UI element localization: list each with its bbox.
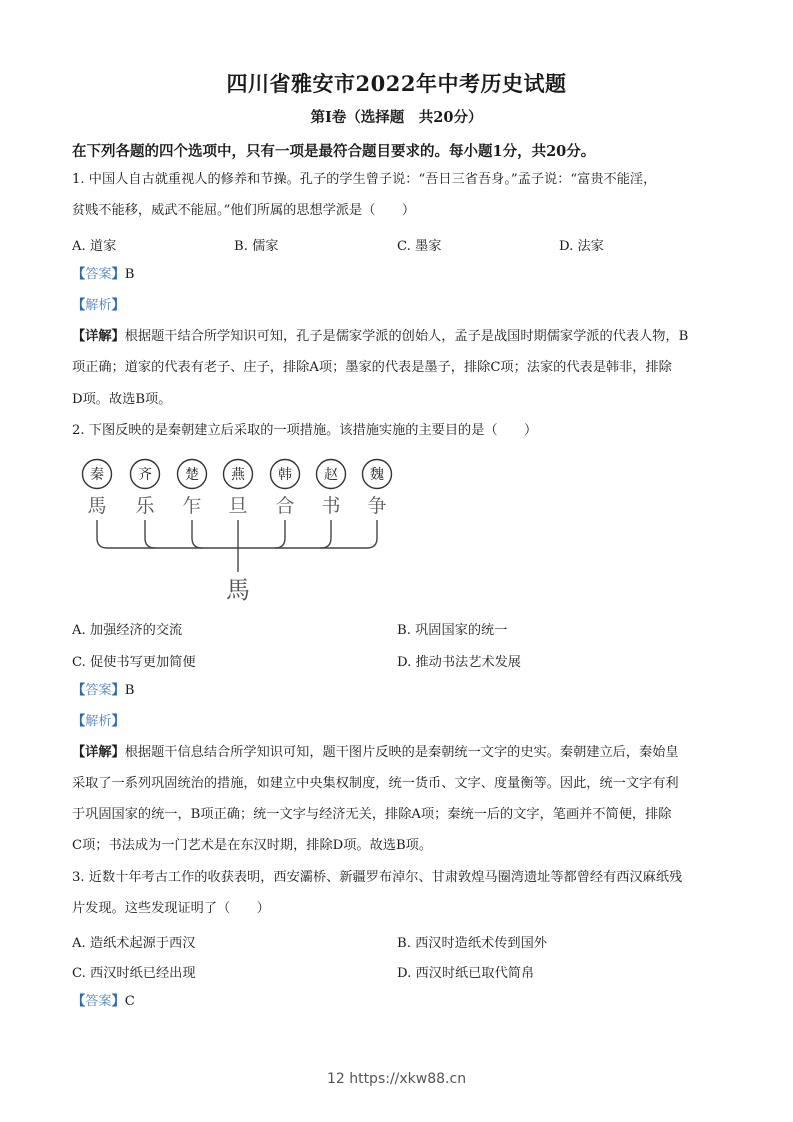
answer-value: C bbox=[124, 994, 135, 1009]
detail-line: C项；书法成为一门艺术是在东汉时期，排除D项。故选B项。 bbox=[72, 838, 433, 853]
state-label: 赵 bbox=[324, 467, 338, 483]
variant-glyph: 书 bbox=[321, 495, 341, 517]
question-stem-line: 贫贱不能移，威武不能屈。”他们所属的思想学派是（ ） bbox=[72, 203, 416, 218]
question-stem-line: 3. 近数十年考古工作的收获表明，西安灞桥、新疆罗布淖尔、甘肃敦煌马圈湾遗址等都曾经有西汉麻纸残 bbox=[72, 870, 683, 885]
variant-glyph: 旦 bbox=[228, 495, 248, 517]
state-label: 魏 bbox=[370, 467, 384, 483]
detail-line: 于巩固国家的统一，B项正确；统一文字与经济无关，排除A项；秦统一后的文字，笔画并不简便，排除 bbox=[72, 807, 672, 822]
option-b: B. 儒家 bbox=[234, 239, 279, 254]
answer-value: B bbox=[124, 683, 135, 698]
section-heading: 第Ⅰ卷（选择题 共20分） bbox=[310, 109, 483, 126]
option-a: A. 道家 bbox=[72, 239, 117, 254]
variant-glyph: 馬 bbox=[87, 495, 107, 517]
question-stem-line: 2. 下图反映的是秦朝建立后采取的一项措施。该措施实施的主要目的是（ ） bbox=[72, 423, 538, 438]
state-label: 楚 bbox=[185, 467, 199, 483]
answer-tag: 【答案】 bbox=[72, 994, 125, 1009]
detail-label: 【详解】 bbox=[72, 329, 125, 344]
detail-label: 【详解】 bbox=[72, 745, 125, 760]
answer-tag: 【答案】 bbox=[72, 683, 125, 698]
analysis-tag: 【解析】 bbox=[72, 298, 125, 313]
detail-line: D项。故选B项。 bbox=[72, 392, 172, 407]
bracket-lines bbox=[97, 520, 377, 572]
option-b: B. 西汉时造纸术传到国外 bbox=[397, 936, 547, 951]
option-c: C. 西汉时纸已经出现 bbox=[72, 966, 196, 981]
option-b: B. 巩固国家的统一 bbox=[397, 623, 508, 638]
unified-glyph: 馬 bbox=[226, 576, 250, 604]
option-d: D. 西汉时纸已取代简帛 bbox=[397, 966, 535, 981]
option-a: A. 加强经济的交流 bbox=[72, 623, 183, 638]
state-label: 韩 bbox=[278, 467, 292, 483]
answer-line bbox=[72, 681, 134, 701]
instructions: 在下列各题的四个选项中，只有一项是最符合题目要求的。每小题1分，共20分。 bbox=[72, 143, 596, 160]
option-d: D. 推动书法艺术发展 bbox=[397, 655, 521, 670]
option-c: C. 墨家 bbox=[397, 239, 442, 254]
variant-glyph: 乐 bbox=[135, 495, 155, 517]
answer-tag: 【答案】 bbox=[72, 267, 125, 282]
detail-line: 【详解】根据题干信息结合所学知识可知，题干图片反映的是秦朝统一文字的史实。秦朝建立后，秦始皇 bbox=[72, 745, 679, 760]
state-labels bbox=[90, 466, 384, 483]
answer-line bbox=[72, 992, 135, 1012]
variant-glyphs bbox=[87, 495, 386, 517]
option-a: A. 造纸术起源于西汉 bbox=[72, 936, 196, 951]
answer-line bbox=[72, 265, 134, 285]
detail-line: 【详解】根据题干结合所学知识可知，孔子是儒家学派的创始人，孟子是战国时期儒家学派的代表人物，B bbox=[72, 329, 689, 344]
state-label: 燕 bbox=[231, 467, 245, 483]
question-stem-line: 1. 中国人自古就重视人的修养和节操。孔子的学生曾子说：“吾日三省吾身。”孟子说：“富贵不能淫， bbox=[72, 172, 657, 187]
variant-glyph: 合 bbox=[275, 495, 295, 517]
script-unification-figure bbox=[70, 450, 410, 610]
answer-value: B bbox=[124, 267, 135, 282]
question-stem-line: 片发现。这些发现证明了（ ） bbox=[72, 901, 270, 916]
analysis-tag: 【解析】 bbox=[72, 714, 125, 729]
document-title: 四川省雅安市2022年中考历史试题 bbox=[226, 71, 567, 96]
option-d: D. 法家 bbox=[559, 239, 604, 254]
page-footer: 12 https://xkw88.cn bbox=[326, 1071, 467, 1087]
state-label: 秦 bbox=[90, 467, 104, 483]
option-c: C. 促使书写更加简便 bbox=[72, 655, 196, 670]
detail-line: 采取了一系列巩固统治的措施，如建立中央集权制度，统一货币、文字、度量衡等。因此，统一文字有利 bbox=[72, 776, 679, 791]
variant-glyph: 乍 bbox=[182, 495, 202, 517]
detail-line: 项正确；道家的代表有老子、庄子，排除A项；墨家的代表是墨子，排除C项；法家的代表是韩非，排除 bbox=[72, 360, 672, 375]
variant-glyph: 争 bbox=[367, 495, 387, 517]
state-label: 齐 bbox=[138, 467, 152, 483]
